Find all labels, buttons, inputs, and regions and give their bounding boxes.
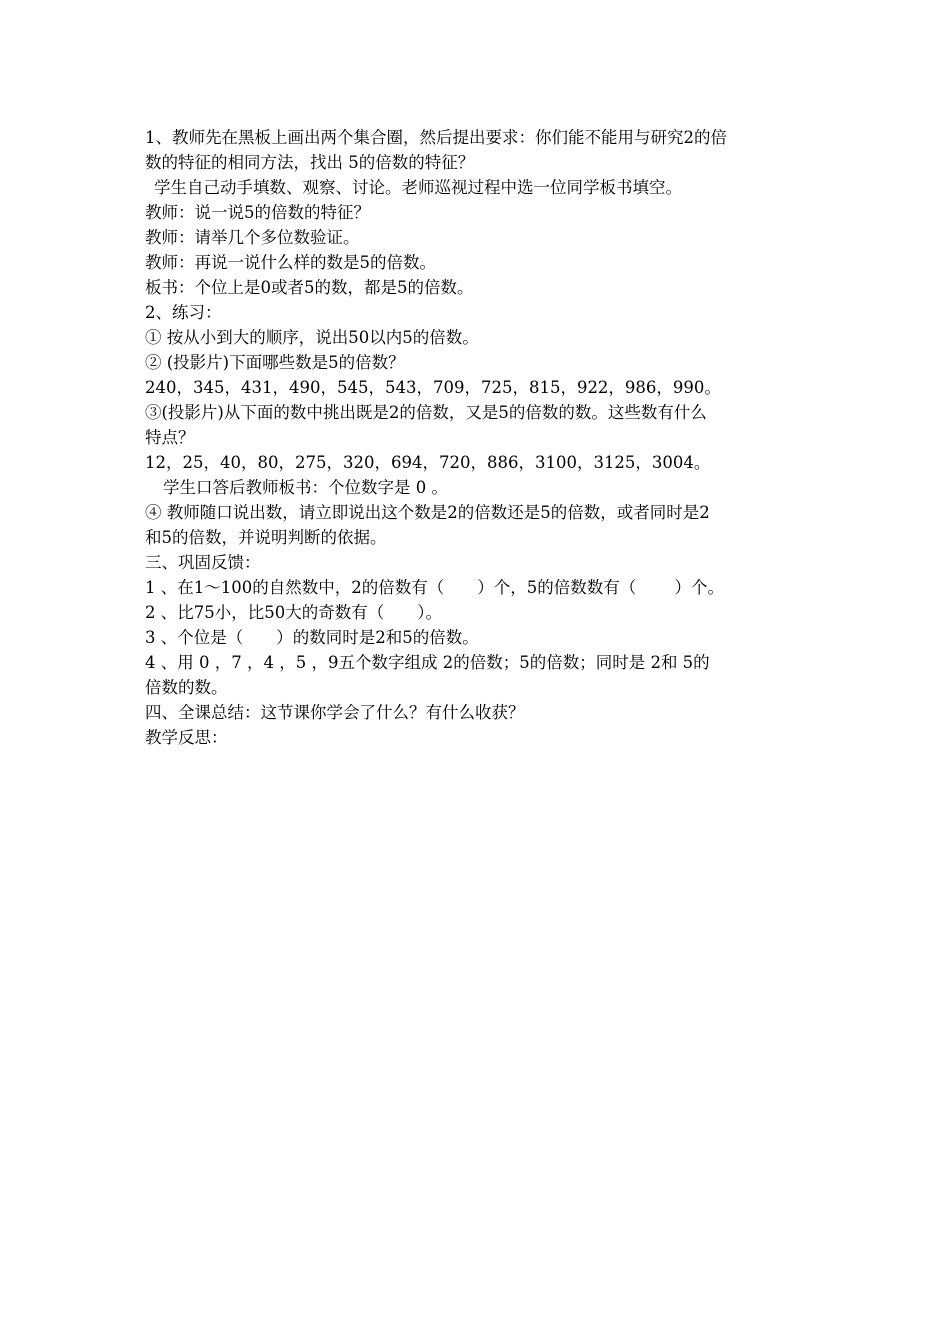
exercise-item-3: ③(投影片)从下面的数中挑出既是2的倍数，又是5的倍数的数。这些数有什么 [145,403,707,422]
feedback-question-3: 3 、个位是（ ）的数同时是2和5的倍数。 [145,628,479,647]
exercise-item-3-cont: 特点？ [145,428,195,447]
feedback-question-1: 1 、在1～100的自然数中，2的倍数有（ ）个，5的倍数数有（ ）个。 [145,578,724,597]
feedback-question-4-cont: 倍数的数。 [145,678,228,697]
feedback-question-2: 2 、比75小，比50大的奇数有（ ）。 [145,603,442,622]
paragraph-line-2: 数的特征的相同方法，找出 5的倍数的特征？ [145,153,475,172]
paragraph-line-1: 1、教师先在黑板上画出两个集合圈，然后提出要求：你们能不能用与研究2的倍 [145,128,727,147]
section-heading-exercise: 2、练习： [145,303,222,322]
paragraph-line-3: 学生自己动手填数、观察、讨论。老师巡视过程中选一位同学板书填空。 [154,178,682,197]
teaching-reflection-label: 教学反思： [145,728,228,747]
document-body [145,125,809,750]
paragraph-line-7: 板书：个位上是0或者5的数，都是5的倍数。 [145,278,474,297]
paragraph-line-5: 教师：请举几个多位数验证。 [145,228,360,247]
exercise-item-2: ② (投影片)下面哪些数是5的倍数？ [145,353,405,372]
exercise-item-1: ① 按从小到大的顺序，说出50以内5的倍数。 [145,328,479,347]
number-list-1: 240，345，431，490，545，543，709，725，815，922，986，990。 [145,378,721,397]
paragraph-line-6: 教师：再说一说什么样的数是5的倍数。 [145,253,436,272]
section-heading-summary: 四、全课总结：这节课你学会了什么？有什么收获？ [145,703,525,722]
section-heading-feedback: 三、巩固反馈： [145,553,261,572]
board-note: 学生口答后教师板书：个位数字是 0 。 [163,478,448,497]
exercise-item-4-cont: 和5的倍数，并说明判断的依据。 [145,528,387,547]
number-list-2: 12，25，40，80，275，320，694，720，886，3100，3125，3004。 [145,453,711,472]
feedback-question-4: 4 、用 0 ，7 ，4 ，5 ，9五个数字组成 2的倍数；5的倍数；同时是 2和 5的 [145,653,710,672]
paragraph-line-4: 教师：说一说5的倍数的特征？ [145,203,370,222]
exercise-item-4: ④ 教师随口说出数，请立即说出这个数是2的倍数还是5的倍数，或者同时是2 [145,503,710,522]
